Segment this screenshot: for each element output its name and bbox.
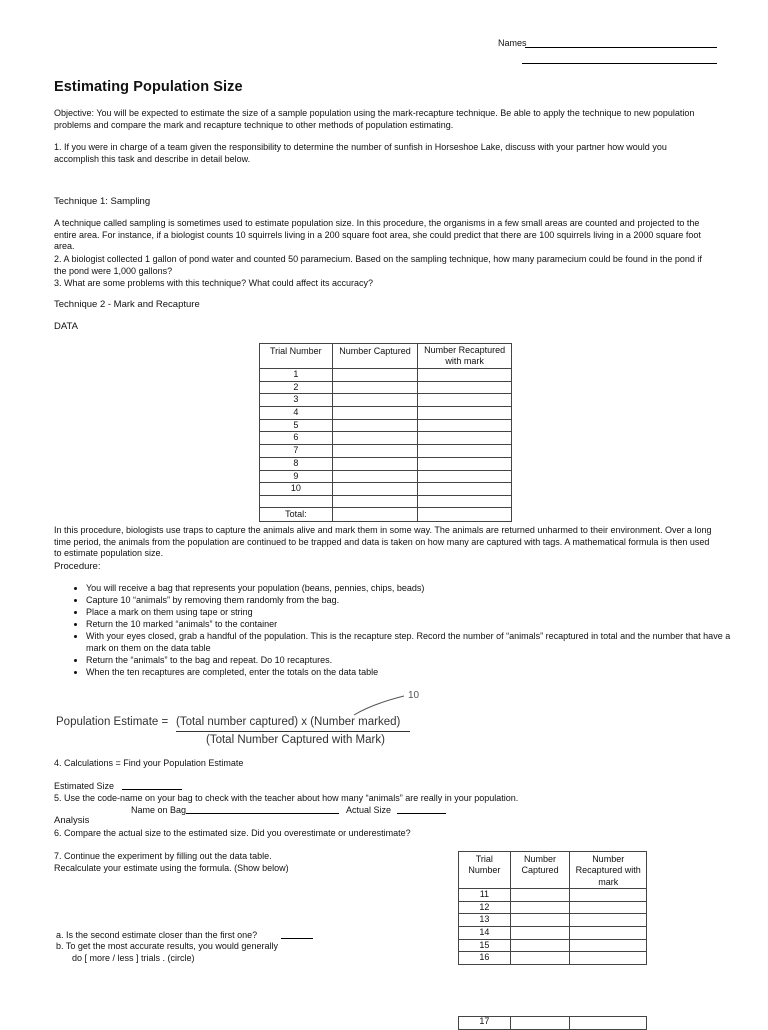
captured-cell[interactable] [332,381,418,394]
trial-number-cell: 15 [459,939,511,952]
table-row [260,369,512,382]
estimated-size-blank[interactable] [122,789,182,790]
question-b-line-2: do [ more / less ] trials . (circle) [72,953,195,963]
actual-size-blank[interactable] [397,813,446,814]
header-number-recaptured-2: Number Recaptured with mark [570,852,647,889]
trial-number-cell: 17 [459,1017,511,1030]
procedure-steps [64,582,746,678]
list-item: • When the ten recaptures are completed, enter the totals on the data table [86,666,746,678]
captured-cell[interactable] [332,419,418,432]
captured-cell[interactable] [332,407,418,420]
captured-cell[interactable] [510,1017,570,1030]
name-on-bag-label: Name on Bag [131,805,187,815]
question-2: 2. A biologist collected 1 gallon of pond water and counted 50 paramecium. Based on the sampling technique, how many paramecium could be found in the pond if the pond were 1,000 gallons? [54,254,702,276]
procedure-label: Procedure: [54,561,101,572]
trial-number-cell: 14 [459,927,511,940]
names-line-2[interactable] [522,63,717,64]
recaptured-cell[interactable] [418,369,512,382]
question-4: 4. Calculations = Find your Population Estimate [54,758,244,768]
data-table-trial-17 [458,1016,647,1030]
recaptured-cell[interactable] [418,495,512,508]
table-row [459,927,647,940]
estimated-size-label: Estimated Size [54,781,115,791]
formula-fraction-bar [176,731,410,732]
recaptured-cell[interactable] [570,901,647,914]
trial-number-cell [260,495,333,508]
data-table-trials-11-16 [458,851,647,965]
captured-cell[interactable] [332,432,418,445]
question-7-line-2: Recalculate your estimate using the formula. (Show below) [54,863,289,873]
trial-number-cell: 4 [260,407,333,420]
formula-denominator: (Total Number Captured with Mark) [206,734,385,746]
captured-cell[interactable] [510,914,570,927]
procedure-intro: In this procedure, biologists use traps to capture the animals alive and mark them in some way. The animals are returned unharmed to their environment. Over a long time period, the animals from the population are continued to be trapped and data is taken on how many are captured with tags. A mathematical formula is then used to estimate population size. [54,525,712,559]
table-row [459,952,647,965]
recaptured-cell[interactable] [418,483,512,496]
list-item: • Capture 10 “animals” by removing them randomly from the bag. [86,594,746,606]
question-a: a. Is the second estimate closer than the first one? [56,930,258,940]
captured-cell[interactable] [510,939,570,952]
handwritten-note: 10 [408,690,420,701]
captured-cell[interactable] [332,445,418,458]
objective-text: Objective: You will be expected to estimate the size of a sample population using the mark-recapture technique. Be able to apply the technique to new population problems and compare the mark and recapture technique to other methods of population estimating. [54,108,695,130]
table-total-row [260,508,512,522]
header-number-captured-2: Number Captured [510,852,570,889]
recaptured-cell[interactable] [418,381,512,394]
captured-cell[interactable] [332,470,418,483]
table-row [459,901,647,914]
trial-number-cell: 3 [260,394,333,407]
table-row [459,889,647,902]
formula-numerator: (Total number captured) x (Number marked) [176,716,401,728]
question-1: 1. If you were in charge of a team given the responsibility to determine the number of sunfish in Horseshoe Lake, discuss with your partner how would you accomplish this task and describe in detail below. [54,142,667,164]
recaptured-cell[interactable] [418,432,512,445]
question-6: 6. Compare the actual size to the estimated size. Did you overestimate or underestimate? [54,828,411,838]
recaptured-cell[interactable] [570,939,647,952]
question-b-line-1: b. To get the most accurate results, you would generally [56,941,278,951]
trial-number-cell: 10 [260,483,333,496]
list-item: • Place a mark on them using tape or string [86,606,746,618]
actual-size-label: Actual Size [346,805,392,815]
trial-number-cell: 16 [459,952,511,965]
captured-cell[interactable] [510,901,570,914]
captured-cell[interactable] [332,394,418,407]
table-row [260,495,512,508]
technique-2-heading: Technique 2 - Mark and Recapture [54,299,200,310]
total-recaptured-cell[interactable] [418,508,512,522]
captured-cell[interactable] [332,495,418,508]
header-number-recaptured: Number Recaptured with mark [418,344,512,369]
data-table-trials-1-10 [259,343,512,522]
names-label: Names [498,38,527,48]
table-row [260,419,512,432]
question-7-line-1: 7. Continue the experiment by filling out the data table. [54,851,272,861]
trial-number-cell: 7 [260,445,333,458]
captured-cell[interactable] [332,457,418,470]
recaptured-cell[interactable] [570,927,647,940]
table-row [459,939,647,952]
recaptured-cell[interactable] [418,394,512,407]
trial-number-cell: 6 [260,432,333,445]
trial-number-cell: 8 [260,457,333,470]
question-3: 3. What are some problems with this technique? What could affect its accuracy? [54,278,373,288]
table-row [260,445,512,458]
captured-cell[interactable] [510,927,570,940]
recaptured-cell[interactable] [418,407,512,420]
total-captured-cell[interactable] [332,508,418,522]
recaptured-cell[interactable] [418,445,512,458]
captured-cell[interactable] [510,889,570,902]
trial-number-cell: 9 [260,470,333,483]
list-item: • Return the “animals” to the bag and repeat. Do 10 recaptures. [86,654,746,666]
recaptured-cell[interactable] [418,419,512,432]
name-on-bag-blank[interactable] [186,813,339,814]
trial-number-cell: 11 [459,889,511,902]
formula-lhs: Population Estimate = [56,716,169,728]
trial-number-cell: 5 [260,419,333,432]
list-item: • You will receive a bag that represents your population (beans, pennies, chips, beads) [86,582,746,594]
trial-number-cell: 13 [459,914,511,927]
header-trial-number: Trial Number [260,344,333,369]
page-title: Estimating Population Size [54,79,243,95]
list-item: • With your eyes closed, grab a handful of the population. This is the recapture step. Record the number of “animals” recaptured in total and the number that have a mark on them on the data table [86,630,746,654]
table-row [260,483,512,496]
trial-number-cell: 12 [459,901,511,914]
table-row [260,381,512,394]
recaptured-cell[interactable] [570,889,647,902]
names-line-1[interactable] [525,47,717,48]
recaptured-cell[interactable] [418,457,512,470]
question-5: 5. Use the code-name on your bag to check with the teacher about how many “animals” are really in your population. [54,793,519,803]
list-item: • Return the 10 marked “animals” to the container [86,618,746,630]
table-row [260,394,512,407]
table-row [260,470,512,483]
technique-1-heading: Technique 1: Sampling [54,196,151,207]
handwritten-arrow [352,690,412,718]
captured-cell[interactable] [332,369,418,382]
data-label: DATA [54,321,78,332]
trial-number-cell: 1 [260,369,333,382]
captured-cell[interactable] [510,952,570,965]
table-row [260,432,512,445]
total-label: Total: [260,508,333,522]
table-row [260,457,512,470]
table-row [459,914,647,927]
trial-number-cell: 2 [260,381,333,394]
analysis-label: Analysis [54,815,90,826]
recaptured-cell[interactable] [570,914,647,927]
recaptured-cell[interactable] [418,470,512,483]
table-row [260,407,512,420]
technique-1-text: A technique called sampling is sometimes used to estimate population size. In this procedure, the organisms in a few small areas are counted and projected to the entire area. For instance, if a biologist counts 10 squirrels living in a 200 square foot area, she could predict that there are 100 squirrels living in a 2000 square foot area. [54,218,701,252]
recaptured-cell[interactable] [570,1017,647,1030]
header-number-captured: Number Captured [332,344,418,369]
recaptured-cell[interactable] [570,952,647,965]
captured-cell[interactable] [332,483,418,496]
question-a-blank[interactable] [281,938,313,939]
header-trial-number-2: Trial Number [459,852,511,889]
